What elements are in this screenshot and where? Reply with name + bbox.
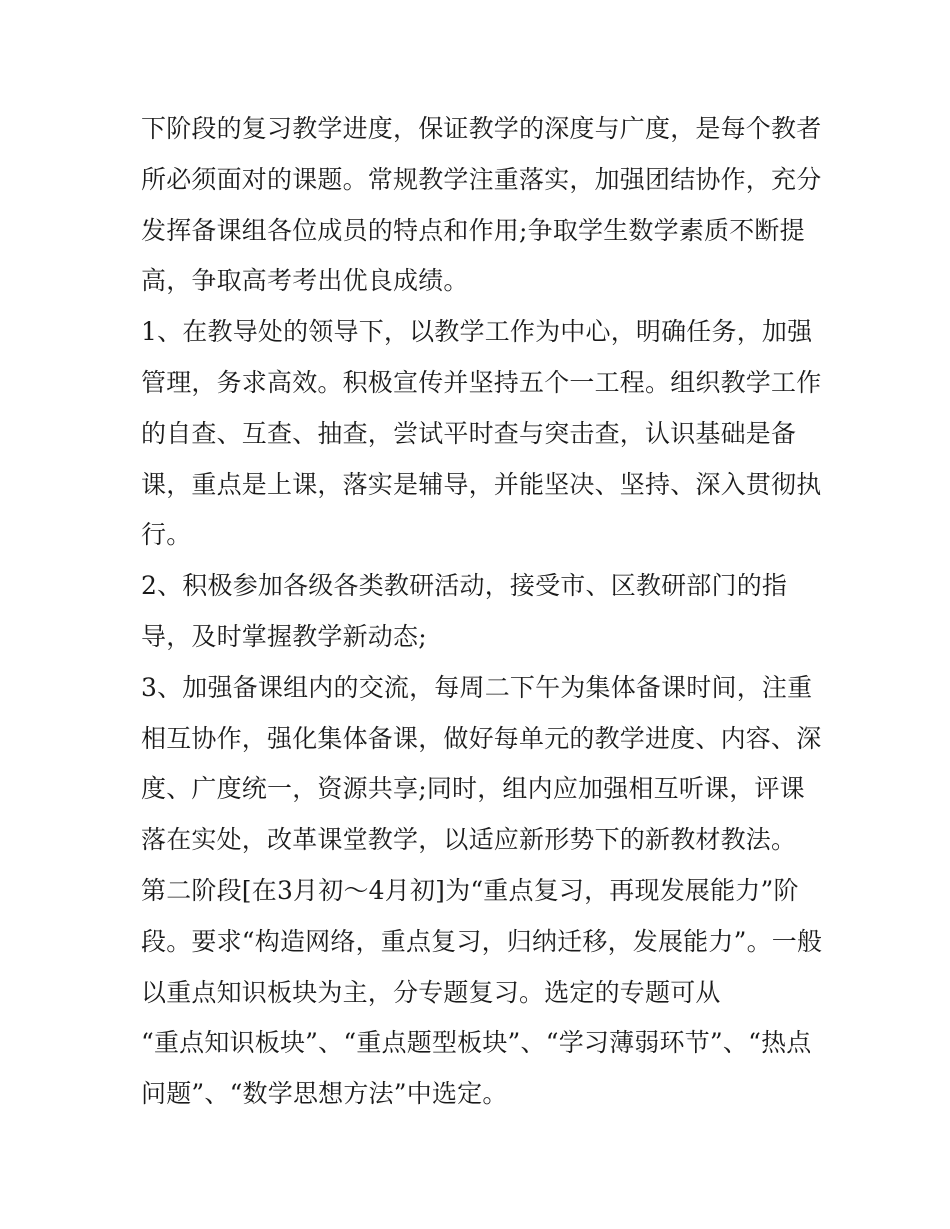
text-line: 所必须面对的课题。常规教学注重落实，加强团结协作，充分: [141, 164, 822, 194]
text-line: 的自查、互查、抽查，尝试平时查与突击查，认识基础是备: [141, 418, 797, 448]
text-line: 管理，务求高效。积极宣传并坚持五个一工程。组织教学工作: [141, 367, 822, 397]
text-line: 高，争取高考考出优良成绩。: [141, 266, 469, 296]
text-line: 落在实处，改革课堂教学，以适应新形势下的新教材教法。: [141, 825, 797, 855]
text-line: 段。要求“构造网络，重点复习，归纳迁移，发展能力”。一般: [141, 926, 823, 956]
document-body: [141, 104, 821, 1120]
text-line: 问题”、“数学思想方法”中选定。: [141, 1079, 508, 1109]
text-line: 下阶段的复习教学进度，保证教学的深度与广度，是每个教者: [141, 114, 822, 143]
text-line: 课，重点是上课，落实是辅导，并能坚决、坚持、深入贯彻执: [141, 469, 822, 499]
text-line: 度、广度统一，资源共享;同时，组内应加强相互听课，评课: [141, 774, 805, 804]
text-line: 2、积极参加各级各类教研活动，接受市、区教研部门的指: [141, 571, 788, 601]
text-line: 相互协作，强化集体备课，做好每单元的教学进度、内容、深: [141, 723, 822, 753]
text-line: “重点知识板块”、“重点题型板块”、“学习薄弱环节”、“热点: [141, 1028, 812, 1058]
text-line: 3、加强备课组内的交流，每周二下午为集体备课时间，注重: [141, 672, 813, 702]
text-line: 以重点知识板块为主，分专题复习。选定的专题可从: [141, 977, 721, 1007]
text-line: 行。: [141, 520, 192, 550]
text-line: 第二阶段[在3月初～4月初]为“重点复习，再现发展能力”阶: [141, 875, 799, 905]
text-line: 发挥备课组各位成员的特点和作用;争取学生数学素质不断提: [141, 215, 805, 245]
text-line: 1、在教导处的领导下，以教学工作为中心，明确任务，加强: [141, 317, 813, 347]
text-line: 导，及时掌握教学新动态;: [141, 621, 427, 651]
